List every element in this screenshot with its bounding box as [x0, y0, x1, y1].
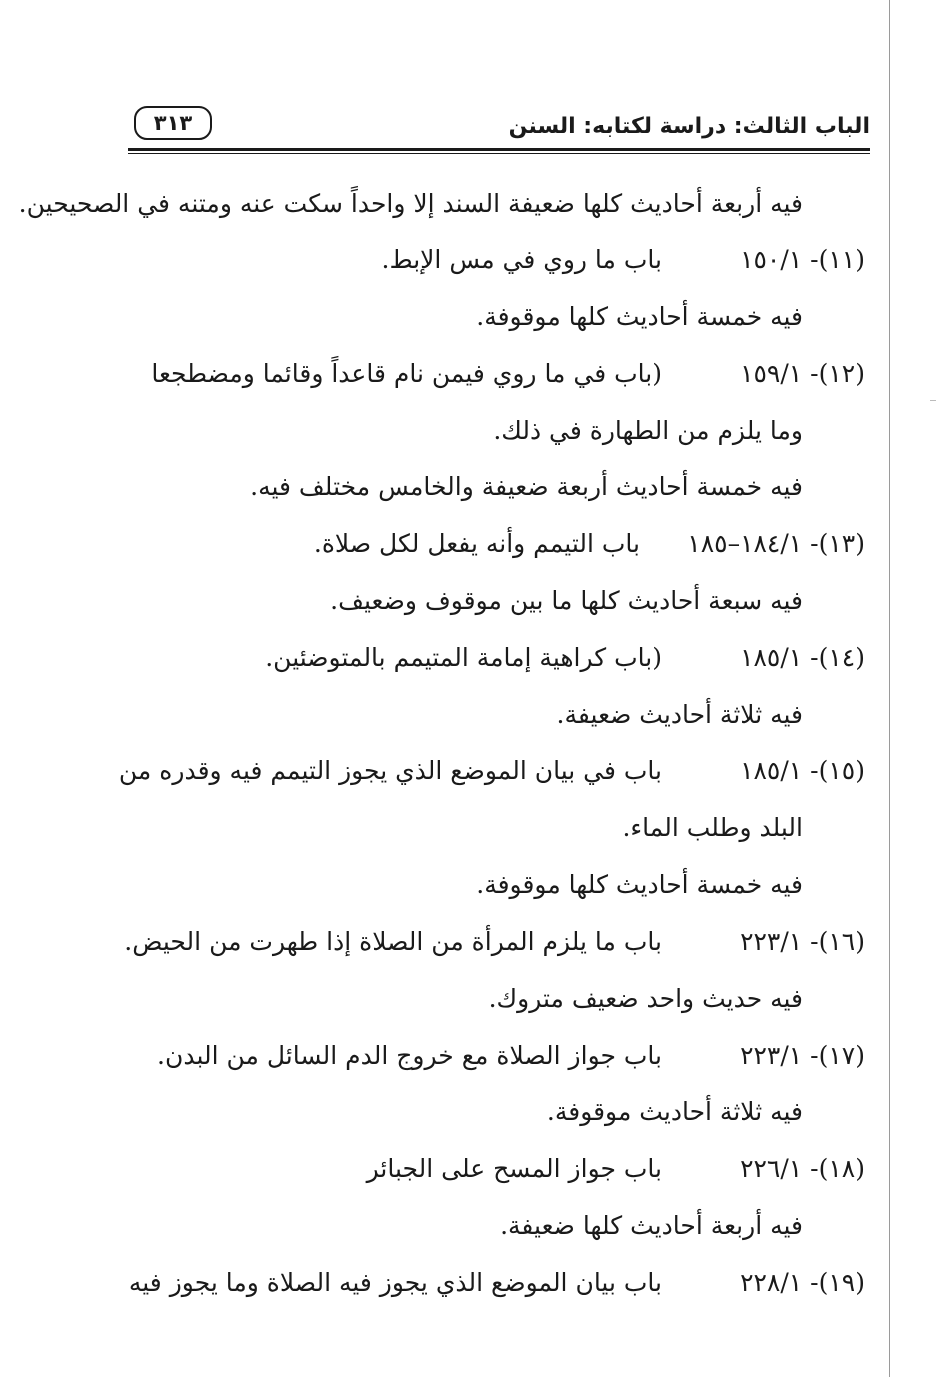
entry-12-title: (باب في ما روي فيمن نام قاعداً وقائما ومضطجعا — [151, 359, 662, 388]
entry-10-description: فيه أربعة أحاديث كلها ضعيفة السند إلا واحداً سكت عنه ومتنه في الصحيحين. — [18, 189, 803, 218]
entry-19-number: (١٩)- ٢٢٨/١ — [740, 1268, 865, 1297]
entry-15-number: (١٥)- ١٨٥/١ — [740, 756, 865, 785]
header-title: الباب الثالث: دراسة لكتابه: السنن — [508, 114, 870, 139]
entry-15-title: باب في بيان الموضع الذي يجوز التيمم فيه وقدره من — [118, 756, 662, 785]
page-edge-line — [889, 0, 890, 1377]
entry-13-description: فيه سبعة أحاديث كلها ما بين موقوف وضعيف. — [330, 586, 803, 615]
entry-17-number: (١٧)- ٢٢٣/١ — [740, 1041, 865, 1070]
page-number: ٣١٣ — [134, 106, 212, 140]
entry-18-title: باب جواز المسح على الجبائر — [366, 1154, 662, 1183]
page-edge-mark — [930, 400, 936, 401]
entry-12-description: فيه خمسة أحاديث أربعة ضعيفة والخامس مختلف فيه. — [250, 472, 803, 501]
entry-17-description: فيه ثلاثة أحاديث موقوفة. — [546, 1097, 803, 1126]
page-header — [128, 100, 870, 156]
entry-11-number: (١١)- ١٥٠/١ — [740, 245, 865, 274]
entry-19-title: باب بيان الموضع الذي يجوز فيه الصلاة وما يجوز فيه — [128, 1268, 662, 1297]
entry-11-description: فيه خمسة أحاديث كلها موقوفة. — [476, 302, 803, 331]
entry-12-title-continued: وما يلزم من الطهارة في ذلك. — [493, 416, 803, 445]
entry-18-description: فيه أربعة أحاديث كلها ضعيفة. — [500, 1211, 803, 1240]
entry-18-number: (١٨)- ٢٢٦/١ — [740, 1154, 865, 1183]
entry-16-number: (١٦)- ٢٢٣/١ — [740, 927, 865, 956]
entry-13-number: (١٣)- ١٨٤/١–١٨٥ — [687, 529, 865, 558]
entry-13-title: باب التيمم وأنه يفعل لكل صلاة. — [313, 529, 640, 558]
entry-15-description: فيه خمسة أحاديث كلها موقوفة. — [476, 870, 803, 899]
entry-11-title: باب ما روي في مس الإبط. — [381, 245, 662, 274]
entry-14-title: (باب كراهية إمامة المتيمم بالمتوضئين. — [265, 643, 662, 672]
entry-17-title: باب جواز الصلاة مع خروج الدم السائل من البدن. — [157, 1041, 662, 1070]
entry-14-description: فيه ثلاثة أحاديث ضعيفة. — [556, 700, 803, 729]
entry-15-title-continued: البلد وطلب الماء. — [622, 813, 803, 842]
entry-16-title: باب ما يلزم المرأة من الصلاة إذا طهرت من الحيض. — [124, 927, 662, 956]
entry-16-description: فيه حديث واحد ضعيف متروك. — [488, 984, 803, 1013]
entry-14-number: (١٤)- ١٨٥/١ — [740, 643, 865, 672]
header-rule-thin — [128, 153, 870, 154]
header-rule-thick — [128, 148, 870, 151]
entry-12-number: (١٢)- ١٥٩/١ — [740, 359, 865, 388]
